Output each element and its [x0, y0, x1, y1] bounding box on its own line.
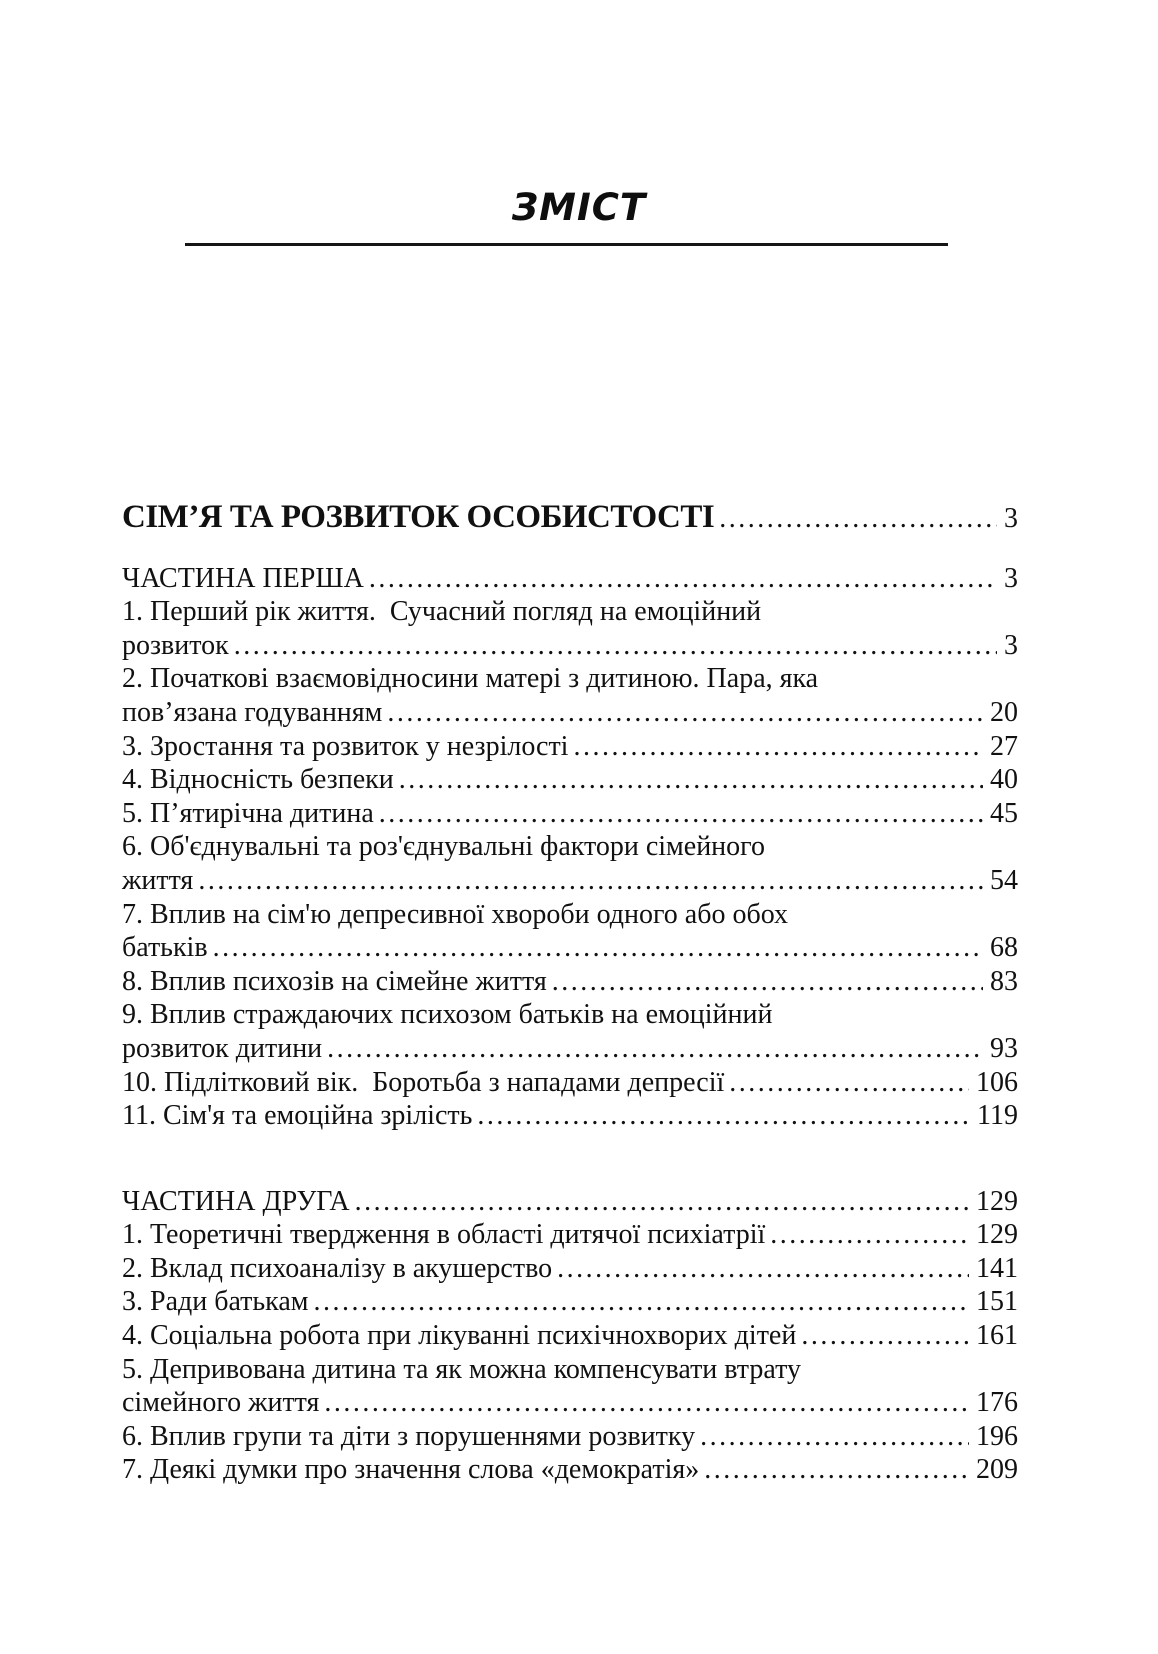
- toc-leader-dots: [369, 562, 997, 596]
- toc-leader-dots: [573, 730, 983, 764]
- toc-page-number: 129: [976, 1185, 1018, 1217]
- toc-entry-text: ЧАСТИНА ПЕРША: [122, 562, 364, 594]
- toc-page-number: 176: [976, 1387, 1018, 1419]
- toc-entry-text: розвиток дитини: [122, 1032, 323, 1064]
- toc-entry-text: 1. Перший рік життя. Сучасний погляд на емоційний: [122, 596, 762, 628]
- toc-leader-dots: [379, 797, 983, 831]
- toc-row: [122, 1285, 1018, 1319]
- toc-page-number: 68: [990, 932, 1018, 964]
- toc-entry-text: 5. П’ятирічна дитина: [122, 797, 374, 829]
- toc-page-number: 3: [1004, 562, 1018, 594]
- toc-page-number: 161: [976, 1320, 1018, 1352]
- toc-row: [122, 864, 1018, 898]
- toc-entry-text: сімейного життя: [122, 1387, 320, 1419]
- toc-row: [122, 898, 1018, 932]
- toc-entry-text: 1. Теоретичні твердження в області дитячої психіатрії: [122, 1219, 766, 1251]
- toc-leader-dots: [729, 1066, 969, 1100]
- toc-row: [122, 1453, 1018, 1487]
- toc-leader-dots: [198, 864, 983, 898]
- toc-row: [122, 965, 1018, 999]
- toc-entry-text: розвиток: [122, 629, 229, 661]
- toc-entry-text: 3. Зростання та розвиток у незрілості: [122, 730, 569, 762]
- toc-page-number: 93: [990, 1032, 1018, 1064]
- toc-entry-text: 7. Деякі думки про значення слова «демократія»: [122, 1454, 700, 1486]
- toc-page-number: 27: [990, 730, 1018, 762]
- toc-leader-dots: [552, 965, 983, 999]
- toc-leader-dots: [327, 1032, 983, 1066]
- toc-row: [122, 696, 1018, 730]
- toc-row: [122, 1099, 1018, 1133]
- toc-entry-text: 3. Ради батькам: [122, 1286, 309, 1318]
- title-rule: [185, 243, 948, 246]
- toc-entry-text: 8. Вплив психозів на сімейне життя: [122, 965, 547, 997]
- toc-entry-text: 11. Сім'я та емоційна зрілість: [122, 1100, 473, 1132]
- toc-row: [122, 1218, 1018, 1252]
- toc-row: [122, 1319, 1018, 1353]
- toc-row: [122, 1032, 1018, 1066]
- toc-row: [122, 797, 1018, 831]
- toc-leader-dots: [704, 1453, 969, 1487]
- toc-leader-dots: [355, 1185, 969, 1219]
- toc-entry-text: життя: [122, 864, 194, 896]
- toc-entry-text: 9. Вплив страждаючих психозом батьків на емоційний: [122, 999, 773, 1031]
- toc-row: [122, 1252, 1018, 1286]
- toc-leader-dots: [314, 1285, 969, 1319]
- toc-entry-text: 2. Початкові взаємовідносини матері з дитиною. Пара, яка: [122, 663, 819, 695]
- toc-page-number: 40: [990, 764, 1018, 796]
- toc-row: [122, 501, 1018, 536]
- toc-row: [122, 763, 1018, 797]
- toc-entry-text: 4. Відносність безпеки: [122, 764, 394, 796]
- toc-page-number: 3: [1004, 629, 1018, 661]
- toc-page-number: 3: [1004, 503, 1018, 534]
- toc-row: [122, 1185, 1018, 1219]
- toc-entry-text: 2. Вклад психоаналізу в акушерство: [122, 1252, 553, 1284]
- toc-row: [122, 1386, 1018, 1420]
- toc-row: [122, 662, 1018, 696]
- toc-leader-dots: [801, 1319, 969, 1353]
- toc-page-number: 54: [990, 864, 1018, 896]
- toc-leader-dots: [700, 1420, 969, 1454]
- toc-page-number: 196: [976, 1420, 1018, 1452]
- toc-entry-text: 6. Об'єднувальні та роз'єднувальні фактори сімейного: [122, 831, 765, 863]
- toc-row: [122, 1420, 1018, 1454]
- toc-leader-dots: [399, 763, 983, 797]
- toc-entry-text: 6. Вплив групи та діти з порушеннями розвитку: [122, 1420, 696, 1452]
- toc-leader-dots: [477, 1099, 970, 1133]
- toc-leader-dots: [387, 696, 983, 730]
- toc-row: [122, 562, 1018, 596]
- toc-page-number: 83: [990, 965, 1018, 997]
- toc-list: [122, 501, 1018, 1487]
- contents-title: ЗМІСТ: [511, 186, 647, 229]
- toc-page-number: 151: [976, 1286, 1018, 1318]
- toc-leader-dots: [234, 629, 997, 663]
- toc-entry-text: 4. Соціальна робота при лікуванні психічнохворих дітей: [122, 1320, 797, 1352]
- toc-entry-text: СІМ’Я ТА РОЗВИТОК ОСОБИСТОСТІ: [122, 499, 715, 535]
- toc-entry-text: 7. Вплив на сім'ю депресивної хвороби одного або обох: [122, 898, 789, 930]
- toc-row: [122, 998, 1018, 1032]
- toc-page-number: 20: [990, 696, 1018, 728]
- toc-page-number: 141: [976, 1252, 1018, 1284]
- toc-page-number: 106: [976, 1066, 1018, 1098]
- toc-leader-dots: [770, 1218, 969, 1252]
- toc-entry-text: ЧАСТИНА ДРУГА: [122, 1185, 350, 1217]
- toc-entry-text: 5. Депривована дитина та як можна компенсувати втрату: [122, 1353, 801, 1385]
- toc-row: [122, 629, 1018, 663]
- toc-page-number: 119: [977, 1100, 1018, 1132]
- toc-leader-dots: [557, 1252, 969, 1286]
- toc-row: [122, 1353, 1018, 1387]
- toc-row: [122, 595, 1018, 629]
- toc-page-number: 129: [976, 1219, 1018, 1251]
- toc-entry-text: батьків: [122, 932, 208, 964]
- toc-leader-dots: [324, 1386, 969, 1420]
- toc-entry-text: 10. Підлітковий вік. Боротьба з нападами депресії: [122, 1066, 725, 1098]
- toc-row: [122, 1066, 1018, 1100]
- toc-page-number: 45: [990, 797, 1018, 829]
- toc-entry-text: пов’язана годуванням: [122, 696, 383, 728]
- toc-row: [122, 931, 1018, 965]
- toc-row: [122, 730, 1018, 764]
- toc-leader-dots: [213, 931, 983, 965]
- toc-page-number: 209: [976, 1454, 1018, 1486]
- toc-row: [122, 830, 1018, 864]
- toc-leader-dots: [719, 502, 997, 536]
